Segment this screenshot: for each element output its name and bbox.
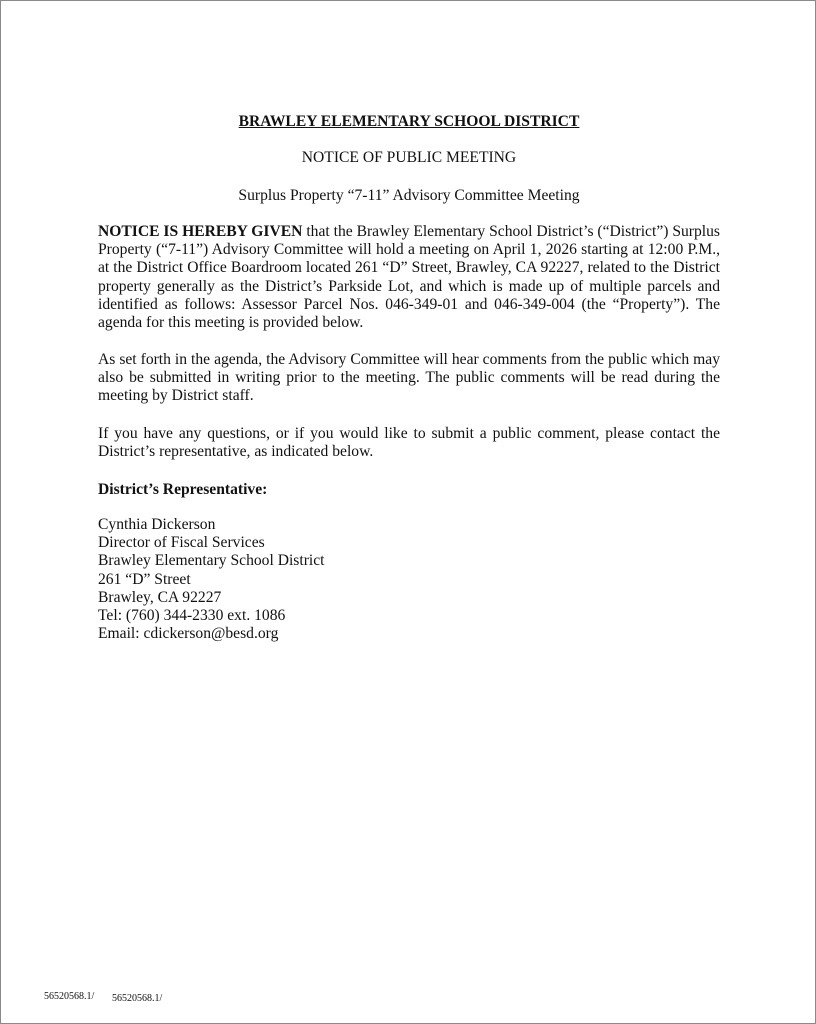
notice-lead: NOTICE IS HEREBY GIVEN bbox=[98, 223, 303, 240]
notice-paragraph bbox=[98, 223, 720, 332]
representative-street: 261 “D” Street bbox=[98, 570, 191, 588]
document-id-left: 56520568.1/ bbox=[44, 991, 95, 1002]
representative-title: Director of Fiscal Services bbox=[98, 534, 265, 552]
representative-phone: Tel: (760) 344-2330 ext. 1086 bbox=[98, 607, 286, 625]
notice-title: NOTICE OF PUBLIC MEETING bbox=[301, 149, 517, 166]
meeting-title: Surplus Property “7-11” Advisory Committee Meeting bbox=[238, 187, 580, 204]
representative-heading: District’s Representative: bbox=[98, 481, 268, 498]
representative-name: Cynthia Dickerson bbox=[98, 516, 216, 533]
document-id-right: 56520568.1/ bbox=[112, 993, 163, 1004]
questions-paragraph: If you have any questions, or if you would like to submit a public comment, please contact the District’s representative, as indicated below. bbox=[98, 425, 720, 461]
representative-email: Email: cdickerson@besd.org bbox=[98, 625, 279, 643]
comments-paragraph: As set forth in the agenda, the Advisory Committee will hear comments from the public which may also be submitted in writing prior to the meeting. The public comments will be read during the meeting by District staff. bbox=[98, 351, 720, 405]
district-title: BRAWLEY ELEMENTARY SCHOOL DISTRICT bbox=[238, 113, 580, 130]
representative-organization: Brawley Elementary School District bbox=[98, 552, 325, 570]
representative-city: Brawley, CA 92227 bbox=[98, 588, 222, 606]
notice-paragraph-text: that the Brawley Elementary School District’s (“District”) Surplus Property (“7-11”) Advisory Committee will hold a meeting on April 1, 2026 starting at 12:00 P.M., at the District Office Boardroom located 261 “D” Street, Brawley, CA 92227, related to the District property generally as the District’s Parkside Lot, and which is made up of multiple parcels and identified as follows: Assessor Parcel Nos. 046-349-01 and 046-349-004 (the “Property”). The agenda for this meeting is provided below. bbox=[98, 223, 720, 332]
representative-contact bbox=[98, 516, 720, 643]
